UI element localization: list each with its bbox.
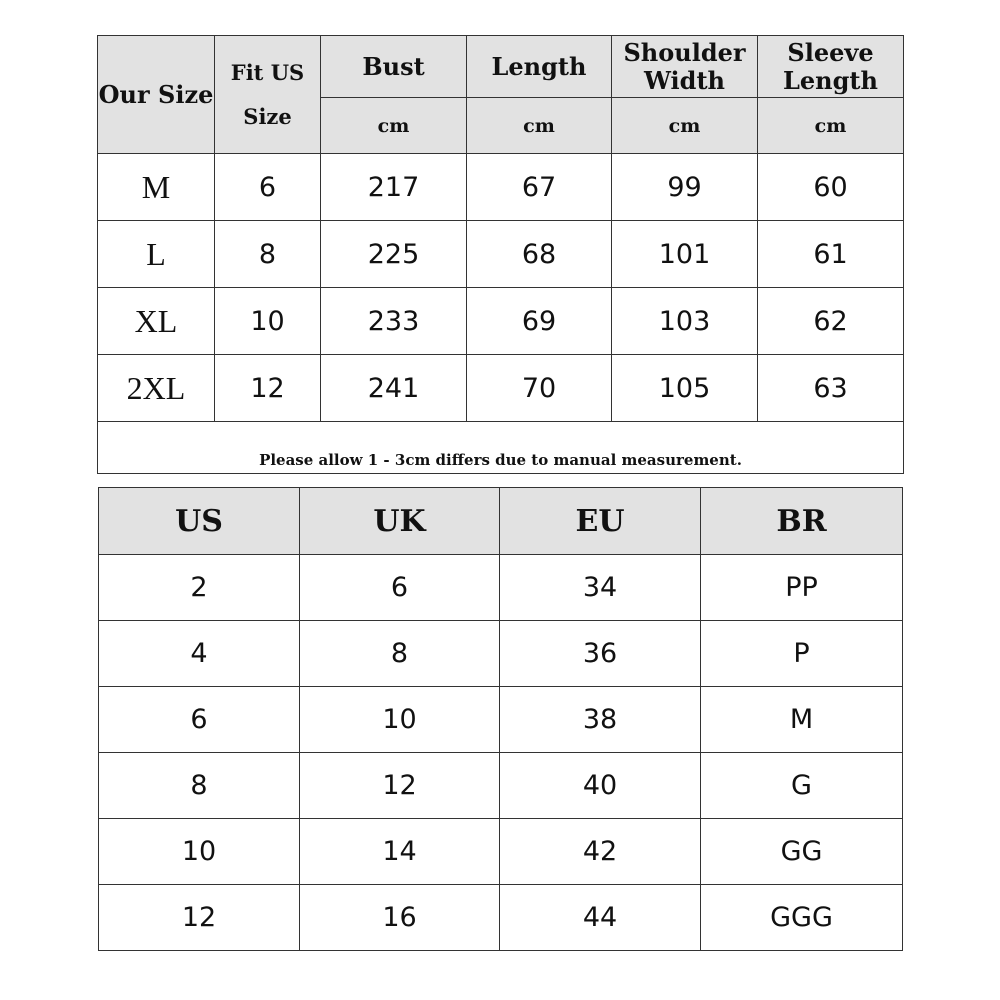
measurement-note: Please allow 1 - 3cm differs due to manual measurement.: [98, 422, 904, 474]
sleeve-cell: 63: [758, 355, 904, 422]
header-length: Length: [467, 36, 612, 98]
eu-cell: 40: [500, 753, 701, 819]
us-cell: 4: [99, 621, 300, 687]
fit-us-cell: 6: [215, 154, 321, 221]
uk-cell: 14: [300, 819, 500, 885]
header-us: US: [99, 488, 300, 555]
size-conversion-table: [98, 487, 903, 951]
sleeve-cell: 62: [758, 288, 904, 355]
fit-us-cell: 12: [215, 355, 321, 422]
br-cell: PP: [701, 555, 903, 621]
size-chart-table: [97, 35, 904, 474]
table-row: [98, 355, 904, 422]
size-cell: 2XL: [98, 355, 215, 422]
header-br: BR: [701, 488, 903, 555]
uk-cell: 16: [300, 885, 500, 951]
header-our-size: Our Size: [98, 36, 215, 154]
us-cell: 8: [99, 753, 300, 819]
uk-cell: 10: [300, 687, 500, 753]
header-shoulder-line1: Shoulder: [623, 37, 746, 67]
table-row: [98, 221, 904, 288]
shoulder-cell: 105: [612, 355, 758, 422]
length-cell: 69: [467, 288, 612, 355]
size-cell: L: [98, 221, 215, 288]
unit-shoulder: cm: [612, 98, 758, 154]
sleeve-cell: 60: [758, 154, 904, 221]
bust-cell: 217: [321, 154, 467, 221]
eu-cell: 42: [500, 819, 701, 885]
header-fit-us-line1: Fit US: [230, 59, 305, 85]
header-uk: UK: [300, 488, 500, 555]
uk-cell: 8: [300, 621, 500, 687]
table-row: [98, 288, 904, 355]
us-cell: 2: [99, 555, 300, 621]
header-shoulder-width: [612, 36, 758, 98]
table-row: [98, 154, 904, 221]
shoulder-cell: 101: [612, 221, 758, 288]
length-cell: 68: [467, 221, 612, 288]
fit-us-cell: 8: [215, 221, 321, 288]
unit-bust: cm: [321, 98, 467, 154]
length-cell: 70: [467, 355, 612, 422]
size-cell: XL: [98, 288, 215, 355]
br-cell: G: [701, 753, 903, 819]
header-sleeve-length: [758, 36, 904, 98]
header-shoulder-line2: Width: [644, 65, 725, 95]
table-row: [99, 885, 903, 951]
uk-cell: 12: [300, 753, 500, 819]
header-fit-us-size: [215, 36, 321, 154]
us-cell: 12: [99, 885, 300, 951]
uk-cell: 6: [300, 555, 500, 621]
us-cell: 6: [99, 687, 300, 753]
header-sleeve-line1: Sleeve: [787, 37, 874, 67]
size-cell: M: [98, 154, 215, 221]
br-cell: M: [701, 687, 903, 753]
br-cell: GG: [701, 819, 903, 885]
unit-sleeve: cm: [758, 98, 904, 154]
bust-cell: 233: [321, 288, 467, 355]
fit-us-cell: 10: [215, 288, 321, 355]
eu-cell: 38: [500, 687, 701, 753]
br-cell: GGG: [701, 885, 903, 951]
bust-cell: 241: [321, 355, 467, 422]
br-cell: P: [701, 621, 903, 687]
sleeve-cell: 61: [758, 221, 904, 288]
table-row: [99, 687, 903, 753]
us-cell: 10: [99, 819, 300, 885]
shoulder-cell: 99: [612, 154, 758, 221]
table-row: [99, 555, 903, 621]
table-row: [99, 819, 903, 885]
eu-cell: 34: [500, 555, 701, 621]
length-cell: 67: [467, 154, 612, 221]
header-bust: Bust: [321, 36, 467, 98]
bust-cell: 225: [321, 221, 467, 288]
shoulder-cell: 103: [612, 288, 758, 355]
header-sleeve-line2: Length: [783, 65, 878, 95]
table-row: [99, 621, 903, 687]
eu-cell: 44: [500, 885, 701, 951]
table-row: [99, 753, 903, 819]
header-fit-us-line2: Size: [243, 103, 292, 129]
eu-cell: 36: [500, 621, 701, 687]
header-eu: EU: [500, 488, 701, 555]
unit-length: cm: [467, 98, 612, 154]
